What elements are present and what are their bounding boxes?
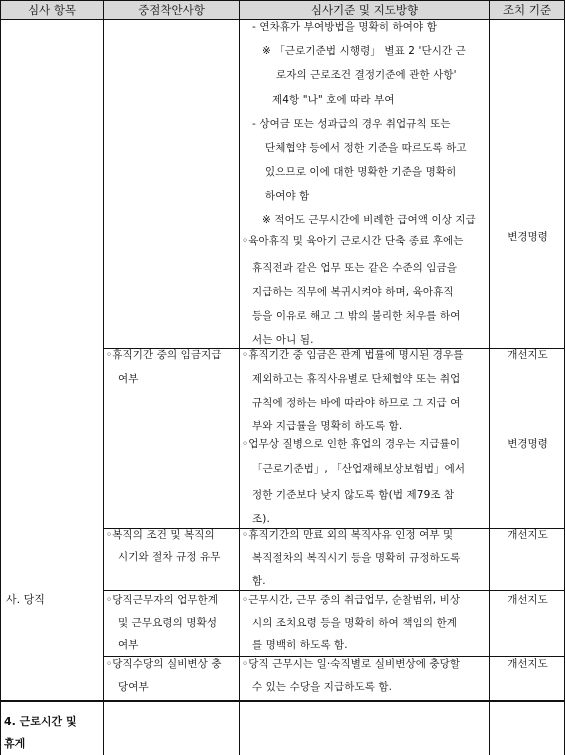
criteria-line: ※ 적어도 근무시간에 비례한 급여액 이상 지급 [262, 214, 476, 226]
criteria-line: 조). [252, 513, 270, 525]
criteria-line: 하여야 함 [265, 190, 310, 202]
criteria-line: 단체협약 등에서 정한 기준을 따르도록 하고 [265, 142, 467, 154]
focus-line: ◦당직수당의 실비변상 충 [106, 658, 222, 670]
criteria-line: 「근로기준법」, 「산업재해보상보험법」에서 [252, 463, 466, 475]
row-divider [103, 590, 565, 591]
column-divider [103, 0, 104, 755]
criteria-line: 부와 지급률을 명확히 하도록 함. [252, 420, 403, 432]
header-col-criteria: 심사기준 및 지도방향 [240, 1, 489, 19]
header-col-action: 조치 기준 [490, 1, 564, 19]
criteria-line: 지급하는 직무에 복귀시켜야 하며, 육아휴직 [252, 286, 454, 298]
criteria-line: 시의 조치요령 등을 명확히 하여 책임의 한계 [252, 617, 457, 629]
table-top-border [0, 0, 565, 1]
criteria-line: 수 있는 수당을 지급하도록 함. [252, 681, 393, 693]
section-divider [0, 700, 565, 702]
criteria-line: 제외하고는 휴직사유별로 단체협약 또는 취업 [252, 373, 461, 385]
criteria-line: ◦육아휴직 및 육아기 근로시간 단축 종료 후에는 [242, 235, 464, 247]
focus-line: ◦복직의 조건 및 복직의 [106, 529, 215, 541]
audit-item-label: 사. 당직 [6, 593, 45, 606]
criteria-line: ◦당직 근무시는 일·숙직별로 실비변상에 충당할 [242, 658, 461, 670]
criteria-line: 함. [252, 575, 266, 587]
criteria-line: 휴직전과 같은 업무 또는 같은 수준의 임금을 [252, 262, 457, 274]
criteria-line: 규칙에 정하는 바에 따라야 하므로 그 지급 여 [252, 397, 461, 409]
focus-line: 시기와 절차 규정 유무 [118, 551, 221, 563]
criteria-line: 정한 기준보다 낮지 않도록 함(법 제79조 참 [252, 489, 455, 501]
section-title-line1: 4. 근로시간 및 [4, 715, 77, 728]
criteria-line: - 연차휴가 부여방법을 명확히 하여야 함 [252, 21, 437, 33]
focus-line: 당여부 [118, 681, 149, 693]
action-cell: 변경명령 [507, 438, 548, 450]
focus-line: 여부 [118, 373, 139, 385]
action-cell: 변경명령 [507, 231, 548, 243]
focus-line: 여부 [118, 639, 139, 651]
criteria-line: 서는 아니 됨. [252, 334, 314, 346]
criteria-line: 로자의 근로조건 결정기준에 관한 사항' [276, 69, 457, 81]
criteria-line: ◦휴직기간 중 임금은 관계 법률에 명시된 경우를 [242, 349, 464, 361]
focus-line: ◦당직근무자의 업무한계 [106, 594, 219, 606]
criteria-line: 있으므로 이에 대한 명확한 기준을 명확히 [265, 166, 457, 178]
criteria-line: ◦근무시간, 근무 중의 취급업무, 순찰범위, 비상 [242, 594, 461, 606]
column-divider [239, 0, 240, 755]
section-title-line2: 휴게 [4, 737, 26, 750]
column-divider [489, 0, 490, 755]
action-cell: 개선지도 [507, 594, 548, 606]
criteria-line: 복직절차의 복직시기 등을 명확히 규정하도록 [252, 552, 461, 564]
criteria-line: ◦업무상 질병으로 인한 휴업의 경우는 지급률이 [242, 438, 461, 450]
header-col-audit-item: 심사 항목 [1, 1, 103, 19]
criteria-line: 등을 이유로 해고 그 밖의 불리한 처우를 하여 [252, 310, 461, 322]
criteria-line: ※ 「근로기준법 시행령」 별표 2 '단시간 근 [262, 45, 466, 57]
criteria-line: ◦휴직기간의 만료 외의 복직사유 인정 여부 및 [242, 529, 454, 541]
criteria-line: 제4항 "나" 호에 따라 부여 [272, 94, 395, 106]
table-left-border [0, 0, 1, 755]
focus-line: 및 근무요령의 명확성 [118, 617, 218, 629]
action-cell: 개선지도 [507, 349, 548, 361]
criteria-line: - 상여금 또는 성과급의 경우 취업규칙 또는 [252, 118, 451, 130]
action-cell: 개선지도 [507, 658, 548, 670]
criteria-line: 를 명백히 하도록 함. [252, 639, 348, 651]
action-cell: 개선지도 [507, 529, 548, 541]
header-col-focus-points: 중점착안사항 [104, 1, 239, 19]
focus-line: ◦휴직기간 중의 임금지급 [106, 349, 222, 361]
